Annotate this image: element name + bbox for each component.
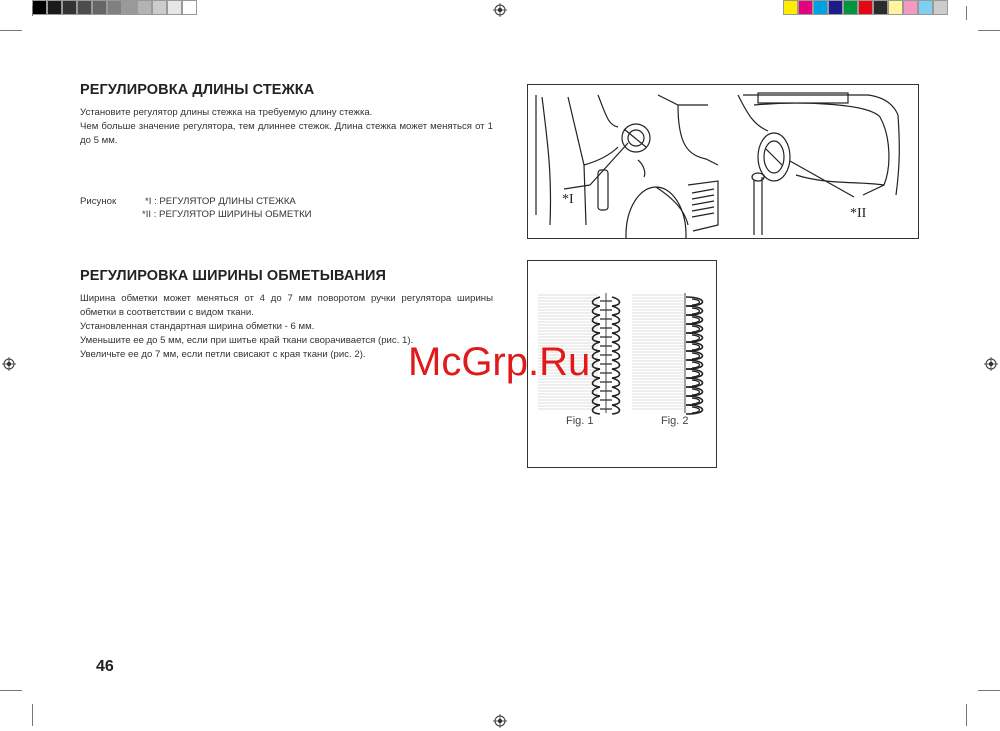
section-title-stitch-length: РЕГУЛИРОВКА ДЛИНЫ СТЕЖКА — [80, 82, 315, 98]
color-swatch — [918, 0, 933, 15]
stitch-loop — [593, 378, 601, 387]
color-strip — [783, 0, 948, 16]
stitch-loop — [593, 315, 601, 324]
stitch-loop — [692, 371, 700, 377]
stitch-loop — [593, 360, 601, 369]
stitch-loop — [593, 387, 601, 396]
stitch-loop — [612, 324, 620, 333]
stitch-loop — [692, 326, 700, 332]
color-swatch — [933, 0, 948, 15]
stitch-loop — [593, 342, 601, 351]
color-swatch — [798, 0, 813, 15]
stitch-loop — [612, 369, 620, 378]
crop-mark — [978, 690, 1000, 691]
stitch-loop — [612, 306, 620, 315]
crop-mark — [966, 6, 967, 20]
color-swatch — [167, 0, 182, 15]
stitch-loop — [612, 396, 620, 405]
stitch-loop — [612, 405, 620, 414]
sewing-machine-drawing — [528, 85, 918, 238]
registration-mark-icon — [493, 714, 507, 728]
fig-1-label: Fig. 1 — [566, 415, 594, 427]
color-swatch — [873, 0, 888, 15]
stitch-loop — [612, 333, 620, 342]
stitch-loop — [692, 389, 700, 395]
stitch-loop — [692, 299, 700, 305]
color-swatch — [47, 0, 62, 15]
color-swatch — [783, 0, 798, 15]
paragraph: Ширина обметки может меняться от 4 до 7 мм поворотом ручки регулятора ширины обметки в соответствии с видом ткани. — [80, 293, 493, 318]
stitch-loop — [612, 297, 620, 306]
crop-mark — [0, 30, 22, 31]
color-swatch — [828, 0, 843, 15]
crop-mark — [32, 704, 33, 726]
paragraph: Установленная стандартная ширина обметки - 6 мм. — [80, 321, 315, 332]
stitch-loop — [692, 407, 700, 413]
page-number: 46 — [96, 658, 114, 675]
stitch-loop — [692, 344, 700, 350]
section-title-overlock-width: РЕГУЛИРОВКА ШИРИНЫ ОБМЕТЫВАНИЯ — [80, 268, 387, 284]
color-swatch — [182, 0, 197, 15]
color-swatch — [137, 0, 152, 15]
figure-item-2: *II : РЕГУЛЯТОР ШИРИНЫ ОБМЕТКИ — [142, 209, 312, 220]
stitch-loop — [612, 351, 620, 360]
stitch-loop — [612, 342, 620, 351]
stitch-loop — [593, 306, 601, 315]
machine-illustration — [527, 84, 919, 239]
color-swatch — [858, 0, 873, 15]
figure-item-1: *I : РЕГУЛЯТОР ДЛИНЫ СТЕЖКА — [145, 196, 296, 207]
stitch-loop — [692, 362, 700, 368]
stitch-loop — [593, 396, 601, 405]
callout-2: *II — [850, 206, 867, 221]
stitch-loop — [692, 398, 700, 404]
color-swatch — [152, 0, 167, 15]
registration-mark-icon — [984, 357, 998, 371]
paragraph: Установите регулятор длины стежка на требуемую длину стежка. — [80, 107, 373, 118]
color-swatch — [32, 0, 47, 15]
crop-mark — [0, 690, 22, 691]
stitch-loop — [692, 317, 700, 323]
paragraph: Чем больше значение регулятора, тем длиннее стежок. Длина стежка может меняться от 1 до 5 мм. — [80, 121, 493, 146]
color-swatch — [77, 0, 92, 15]
stitch-loop — [612, 315, 620, 324]
color-swatch — [813, 0, 828, 15]
stitch-loop — [593, 324, 601, 333]
stitch-loop — [593, 405, 601, 414]
stitch-loop — [612, 387, 620, 396]
fig-2-label: Fig. 2 — [661, 415, 689, 427]
stitch-loop — [612, 378, 620, 387]
stitch-loop — [593, 369, 601, 378]
registration-mark-icon — [493, 3, 507, 17]
paragraph: Увеличьте ее до 7 мм, если петли свисают с края ткани (рис. 2). — [80, 349, 366, 360]
stitch-loop — [692, 380, 700, 386]
crop-mark — [966, 704, 967, 726]
color-swatch — [62, 0, 77, 15]
color-swatch — [122, 0, 137, 15]
color-swatch — [903, 0, 918, 15]
grayscale-strip — [32, 0, 197, 16]
color-swatch — [888, 0, 903, 15]
stitch-loop — [593, 333, 601, 342]
crop-mark — [32, 6, 33, 16]
paragraph: Уменьшите ее до 5 мм, если при шитье край ткани сворачивается (рис. 1). — [80, 335, 414, 346]
color-swatch — [843, 0, 858, 15]
color-swatch — [92, 0, 107, 15]
stitch-loop — [593, 297, 601, 306]
stitch-loop — [692, 335, 700, 341]
registration-mark-icon — [2, 357, 16, 371]
watermark: McGrp.Ru — [408, 340, 591, 384]
stitch-length-text — [80, 106, 493, 148]
stitch-loop — [593, 351, 601, 360]
stitch-loop — [692, 353, 700, 359]
crop-mark — [978, 30, 1000, 31]
stitch-loop — [692, 308, 700, 314]
callout-1: *I — [562, 192, 574, 207]
color-swatch — [107, 0, 122, 15]
stitch-loop — [612, 360, 620, 369]
figure-label: Рисунок — [80, 196, 117, 207]
